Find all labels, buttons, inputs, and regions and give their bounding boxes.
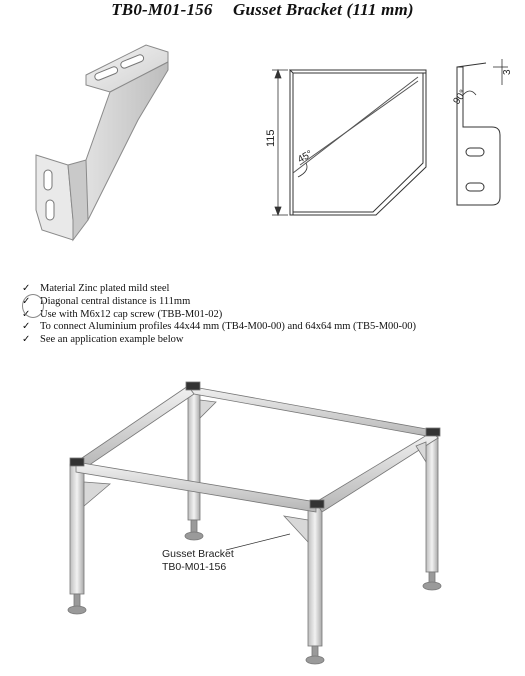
bracket-3d-illustration [28,40,198,250]
check-icon: ✓ [22,334,31,346]
feature-list [22,283,416,347]
end-view [457,63,500,205]
callout-part-number: TB0-M01-156 [162,560,227,573]
angle-90-label: 90° [451,88,470,107]
list-item: ✓ Diagonal central distance is 111mm [22,295,191,307]
page-title [0,0,525,20]
thickness-3-label: 3 [502,69,513,75]
callout-title: Gusset Bracket [162,548,234,560]
check-icon: ✓ [22,283,31,294]
gusset-callout [162,548,234,573]
list-item: ✓ To connect Aluminium profiles 44x44 mm (TB4-M00-00) and 64x64 mm (TB5-M00-00) [22,321,417,333]
part-number: TB0-M01-156 [111,0,213,19]
bracket-technical-drawing [258,55,520,230]
check-icon: ✓ [22,308,31,320]
circle-annotation [22,294,44,318]
side-view [290,70,426,215]
angle-45-label: 45° [296,148,315,166]
list-item: ✓ Material Zinc plated mild steel [22,283,170,294]
list-item: ✓ Use with M6x12 cap screw (TBB-M01-02) [22,308,223,320]
dimension-115-label: 115 [265,129,277,147]
check-icon: ✓ [22,295,31,307]
part-name: Gusset Bracket (111 mm) [233,0,414,19]
check-icon: ✓ [22,321,31,333]
frame-assembly-illustration [40,370,510,670]
list-item: ✓ See an application example below [22,334,184,346]
